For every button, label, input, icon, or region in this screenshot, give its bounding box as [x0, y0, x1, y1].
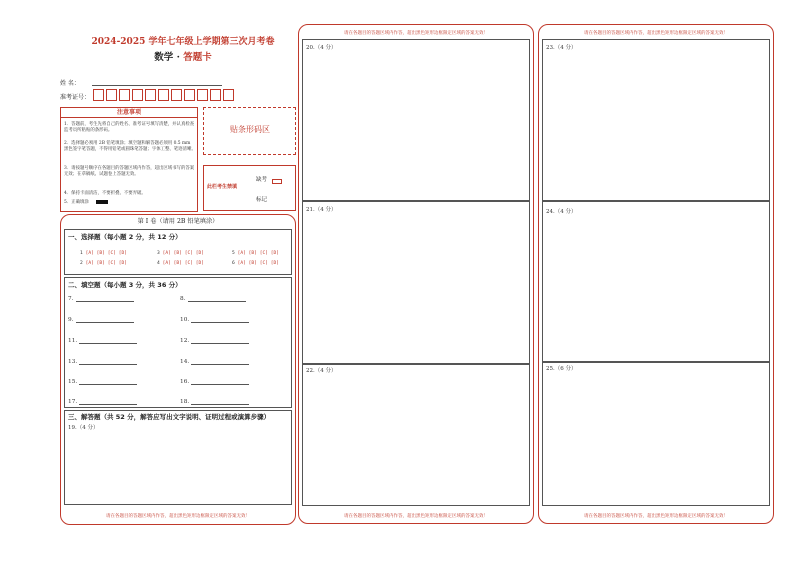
fill-q14[interactable]: 14.: [180, 358, 249, 365]
fill-q18[interactable]: 18.: [180, 398, 249, 405]
section3-title: 三、解答题（共 52 分，解答应写出文字说明、证明过程或演算步骤）: [68, 413, 271, 421]
notice-item-2: 2．选择题必须用 2B 铅笔填涂；填空题和解答题必须用 0.5 mm 黑色签字笔答题，不得用铅笔或圆珠笔答题；字体工整、笔迹清晰。: [64, 141, 196, 153]
exam-no-cell[interactable]: [132, 89, 143, 101]
absent-checkbox[interactable]: [272, 179, 282, 184]
exam-no-cell[interactable]: [171, 89, 182, 101]
exam-subtitle: [68, 49, 298, 63]
exam-no-cell[interactable]: [158, 89, 169, 101]
q20-label: 20.（4 分）: [306, 45, 337, 51]
answer-sheet-label: 答题卡: [183, 52, 212, 63]
exam-no-cell[interactable]: [223, 89, 234, 101]
exam-no-boxes[interactable]: [93, 89, 239, 101]
answer-box-25[interactable]: [542, 362, 770, 506]
choice-q4[interactable]: 4 [A] [B] [C] [D]: [157, 261, 205, 266]
answer-box-21[interactable]: [302, 201, 530, 364]
absent-label-2: 标记: [256, 197, 268, 203]
fill-q10[interactable]: 10.: [180, 316, 249, 323]
exam-title: 2024-2025 学年七年级上学期第三次月考卷: [91, 37, 275, 47]
filled-sample-mark: [96, 200, 108, 204]
q25-label: 25.（6 分）: [546, 366, 577, 372]
fill-q9[interactable]: 9.: [68, 316, 134, 323]
fill-q11[interactable]: 11.: [68, 337, 137, 344]
answer-box-20[interactable]: [302, 39, 530, 201]
exam-no-label: 准考证号：: [60, 94, 91, 101]
answer-box-23[interactable]: [542, 39, 770, 201]
q19-label: 19.（4 分）: [68, 425, 99, 431]
notice-item-5: [64, 200, 196, 206]
choice-q5[interactable]: 5 [A] [B] [C] [D]: [232, 251, 280, 256]
choice-q6[interactable]: 6 [A] [B] [C] [D]: [232, 261, 280, 266]
absent-label-1: 缺考: [256, 177, 268, 183]
absent-note: 此栏考生禁填: [207, 184, 238, 190]
warning-right-bottom: 请在各题目的答题区域内作答，超出黑色矩形边框限定区域的答案无效！: [584, 514, 728, 519]
section2-title: 二、填空题（每小题 3 分，共 36 分）: [68, 281, 182, 289]
notice-item-1: 1．答题前，考生先将自己的姓名、准考证号填写清楚，并认真检查监考员所粘贴的条形码。: [64, 122, 195, 134]
name-label: 姓 名：: [60, 80, 80, 87]
notice-item-3: 3．请按题号顺序在各题目的答题区域内作答，超出区域书写的答案无效；在草稿纸、试题卷上答题无效。: [64, 166, 195, 178]
fill-q13[interactable]: 13.: [68, 358, 137, 365]
part1-title: 第 I 卷（请用 2B 铅笔填涂）: [137, 218, 219, 225]
fill-q15[interactable]: 15.: [68, 378, 137, 385]
warning-middle-top: 请在各题目的答题区域内作答，超出黑色矩形边框限定区域的答案无效！: [344, 31, 488, 36]
subject-label: 数学 ·: [154, 52, 184, 63]
notice-title: 注意事项: [61, 108, 197, 118]
warning-middle-bottom: 请在各题目的答题区域内作答，超出黑色矩形边框限定区域的答案无效！: [344, 514, 488, 519]
choice-q1[interactable]: 1 [A] [B] [C] [D]: [80, 251, 128, 256]
choice-q2[interactable]: 2 [A] [B] [C] [D]: [80, 261, 128, 266]
fill-q8[interactable]: 8.: [180, 295, 246, 302]
q22-label: 22.（4 分）: [306, 368, 337, 374]
exam-no-cell[interactable]: [106, 89, 117, 101]
name-field[interactable]: [92, 85, 222, 86]
warning-left: 请在各题目的答题区域内作答，超出黑色矩形边框限定区域的答案无效！: [106, 514, 250, 519]
barcode-area-label: 贴条形码区: [230, 125, 270, 134]
notice-box: [60, 107, 198, 212]
warning-right-top: 请在各题目的答题区域内作答，超出黑色矩形边框限定区域的答案无效！: [584, 31, 728, 36]
answer-box-24[interactable]: [542, 201, 770, 362]
absent-box: [203, 165, 296, 211]
exam-no-cell[interactable]: [119, 89, 130, 101]
q21-label: 21.（4 分）: [306, 207, 337, 213]
fill-q7[interactable]: 7.: [68, 295, 134, 302]
fill-q16[interactable]: 16.: [180, 378, 249, 385]
barcode-area: [203, 107, 296, 155]
exam-no-cell[interactable]: [197, 89, 208, 101]
exam-no-cell[interactable]: [210, 89, 221, 101]
exam-no-cell[interactable]: [184, 89, 195, 101]
notice-item-4: 4．保持卡面清洁，不要折叠、不要弄破。: [64, 191, 146, 196]
exam-no-cell[interactable]: [145, 89, 156, 101]
notice-item-5-text: 5．正确填涂: [64, 200, 89, 205]
q23-label: 23.（4 分）: [546, 45, 577, 51]
q24-label: 24.（4 分）: [546, 209, 577, 215]
section1-title: 一、选择题（每小题 2 分，共 12 分）: [68, 233, 182, 241]
exam-no-cell[interactable]: [93, 89, 104, 101]
choice-q3[interactable]: 3 [A] [B] [C] [D]: [157, 251, 205, 256]
fill-q17[interactable]: 17.: [68, 398, 137, 405]
fill-q12[interactable]: 12.: [180, 337, 249, 344]
answer-box-22[interactable]: [302, 364, 530, 506]
